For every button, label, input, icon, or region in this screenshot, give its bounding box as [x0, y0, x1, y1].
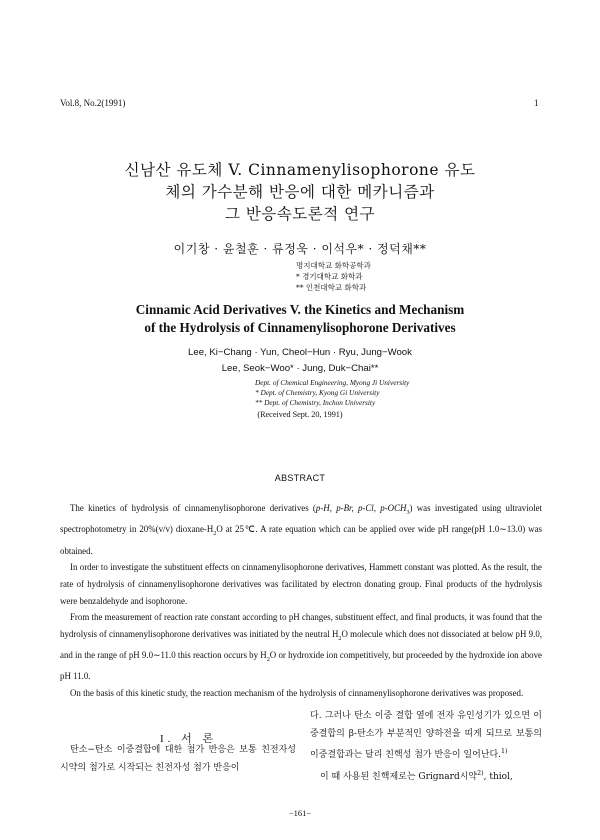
page-marker: 1: [534, 98, 539, 108]
reference-2: 2): [477, 769, 484, 777]
english-authors-line-1: Lee, Ki−Chang · Yun, Cheol−Hun · Ryu, Jung−Wook: [188, 347, 412, 358]
journal-volume: Vol.8, No.2(1991): [60, 98, 126, 108]
korean-affiliation-3: ** 인천대학교 화학과: [296, 283, 367, 292]
substituent-list: p-H, p-Br, p-Cl, p-OCH: [315, 503, 407, 513]
section-title-introduction: I. 서 론: [160, 733, 218, 745]
korean-title-line-2: 체의 가수분해 반응에 대한 메카니즘과: [165, 183, 435, 201]
abstract-paragraph-2: In order to investigate the substituent effects on cinnamenylisophorone derivatives, Hammett constant was plotted. As the result, the rate of hydrolysis of cinnamenylisophorone derivatives was facilitated by electron donating group. Final products of the hydrolysis were benzaldehyde and isophorone.: [60, 562, 542, 606]
intro-right-paragraph-2: 이 때 사용된 친핵제로는 Grignard시약$^{2)}$, thiol,: [320, 769, 513, 782]
received-date: (Received Sept. 20, 1991): [257, 410, 343, 419]
abstract-paragraph-4: On the basis of this kinetic study, the reaction mechanism of the hydrolysis of cinnamenylisophorone derivatives was proposed.: [70, 688, 524, 699]
abstract-body: [60, 500, 542, 702]
abstract-paragraph-1: The kinetics of hydrolysis of cinnamenylisophorone derivatives (p-H, p-Br, p-Cl, $p-OCH_3$) was investigated using ultraviolet spectrophotometry in 20%(v/v) dioxane-$H_2O$ at 25℃. A rate equation which can be applied over wide pH range(pH 1.0∼13.0) was obtained.: [60, 503, 542, 556]
english-title-line-2: of the Hydrolysis of Cinnamenylisophorone Derivatives: [144, 320, 456, 335]
korean-title-line-3: 그 반응속도론적 연구: [224, 205, 376, 223]
abstract-paragraph-3: From the measurement of reaction rate constant according to pH changes, substituent effect, and final products, it was found that the hydrolysis of cinnamenylisophorone derivatives was initiated by the neutral $H_2O$ molecule which does not dissociated at below pH 9.0, and in the range of pH 9.0∼11.0 this reaction occurs by $H_2O$ or hydroxide ion competitively, but proceeded by the hydroxide ion above pH 11.0.: [60, 612, 542, 682]
korean-affiliation-2: * 경기대학교 화학과: [296, 272, 363, 281]
english-authors-line-2: Lee, Seok−Woo* · Jung, Duk−Chai**: [221, 363, 379, 374]
intro-left-paragraph: 탄소−탄소 이중결합에 대한 첨가 반응은 보통 친전자성 시약의 첨가로 시작되는 친전자성 첨가 반응이: [60, 745, 296, 773]
korean-authors: 이기창 · 윤철훈 · 류정욱 · 이석우* · 정덕채**: [173, 242, 427, 256]
english-affiliation-1: Dept. of Chemical Engineering, Myong Ji University: [255, 378, 410, 387]
english-affiliation-3: ** Dept. of Chemistry, Inchon University: [255, 398, 376, 407]
english-affiliation-2: * Dept. of Chemistry, Kyong Gi University: [255, 388, 380, 397]
korean-title-line-1: 신남산 유도체 V. Cinnamenylisophorone 유도: [124, 161, 476, 179]
english-title-line-1: Cinnamic Acid Derivatives V. the Kinetics and Mechanism: [135, 302, 465, 317]
intro-right-column: [310, 708, 542, 786]
intro-left-column: [60, 742, 296, 777]
abstract-heading: ABSTRACT: [274, 473, 326, 483]
reference-1: 1): [501, 748, 508, 756]
page-number: −161−: [288, 808, 312, 818]
intro-right-paragraph-1: 다. 그러나 탄소 이중 결합 옆에 전자 유인성기가 있으면 이중결합의 β-탄소가 부분적인 양하전을 띠게 되므로 보통의 이중결합과는 달리 친핵성 첨가 반응이 일어난다.$^{1)}$: [310, 711, 542, 761]
korean-affiliation-1: 명지대학교 화학공학과: [296, 261, 371, 270]
